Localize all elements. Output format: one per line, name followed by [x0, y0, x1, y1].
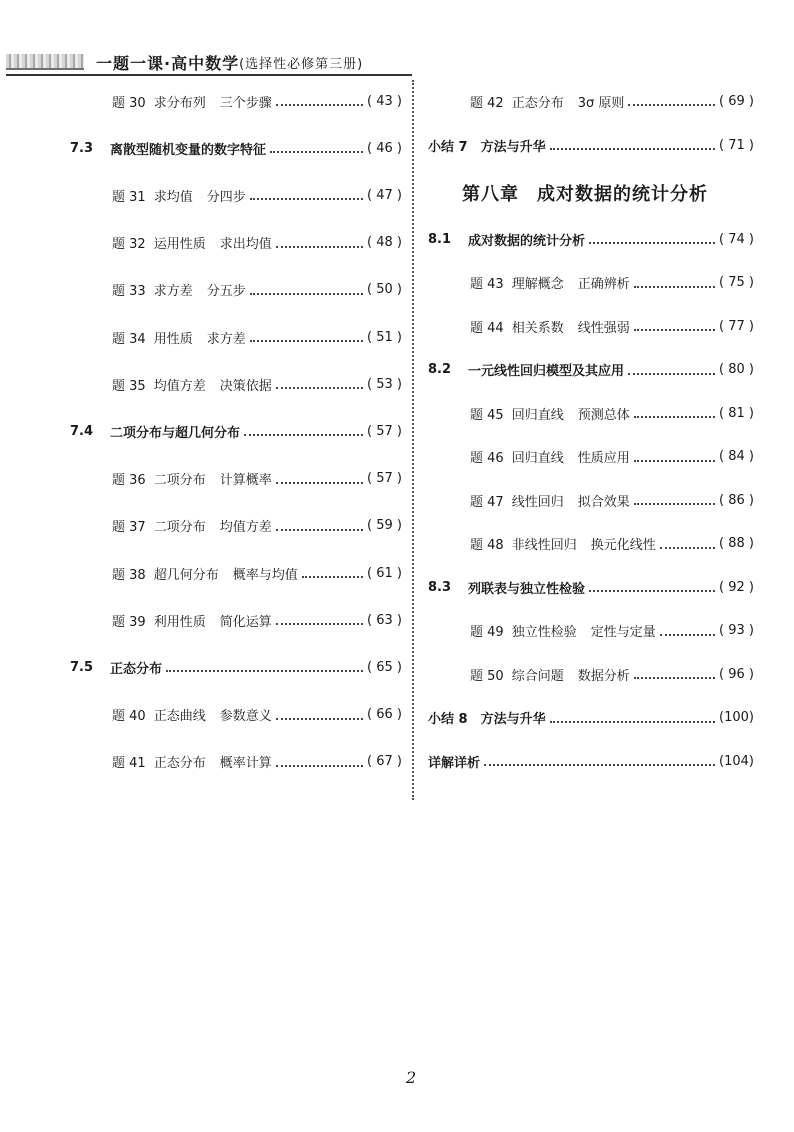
- leader-dots: [276, 521, 363, 531]
- entry-page: ( 69 ): [719, 93, 754, 109]
- entry-number: 题 39: [112, 614, 146, 630]
- toc-entry[interactable]: [70, 610, 402, 630]
- leader-dots: [550, 140, 715, 150]
- entry-page: ( 65 ): [367, 659, 402, 675]
- entry-topic: 二项分布: [153, 520, 206, 536]
- entry-method: 线性强弱: [577, 320, 630, 336]
- leader-dots: [634, 321, 715, 331]
- toc-entry[interactable]: [70, 563, 402, 583]
- entry-number: 题 45: [470, 407, 504, 423]
- section-number: 8.1: [428, 231, 452, 247]
- leader-dots: [634, 408, 715, 418]
- entry-method: 数据分析: [577, 668, 630, 684]
- leader-dots: [660, 539, 715, 549]
- leader-dots: [634, 452, 715, 462]
- entry-topic: 回归直线: [511, 407, 564, 423]
- header-subtitle: (选择性必修第三册): [239, 56, 364, 72]
- entry-page: ( 93 ): [719, 623, 754, 638]
- leader-dots: [660, 626, 715, 636]
- entry-method: 分四步: [206, 189, 246, 205]
- toc-entry[interactable]: [428, 490, 754, 510]
- toc-entry[interactable]: [428, 135, 754, 155]
- section-title: 二项分布与超几何分布: [110, 425, 241, 441]
- entry-method: 正确辨析: [577, 277, 630, 292]
- toc-entry[interactable]: [428, 621, 754, 641]
- section-title: 一元线性回归模型及其应用: [468, 364, 625, 379]
- toc-entry[interactable]: [70, 469, 402, 489]
- toc-entry[interactable]: [428, 577, 754, 597]
- entry-page: ( 61 ): [367, 565, 402, 581]
- entry-number: 题 43: [470, 277, 504, 292]
- entry-topic: 用性质: [153, 331, 193, 347]
- toc-entry[interactable]: [70, 421, 402, 441]
- entry-page: ( 92 ): [719, 579, 754, 595]
- chapter-number: 第八章: [462, 184, 519, 205]
- toc-entry[interactable]: [70, 91, 402, 111]
- leader-dots: [634, 669, 715, 679]
- section-number: 7.3: [70, 140, 94, 156]
- section-title: 列联表与独立性检验: [468, 581, 586, 597]
- entry-topic: 正态分布: [511, 95, 564, 111]
- section-title: 离散型随机变量的数字特征: [110, 142, 267, 158]
- entry-page: ( 50 ): [367, 282, 402, 298]
- leader-dots: [244, 426, 363, 436]
- leader-dots: [628, 365, 715, 375]
- entry-number: 题 49: [470, 625, 504, 640]
- section-title: 成对数据的统计分析: [468, 233, 586, 249]
- page-number: 2: [406, 1068, 417, 1087]
- entry-topic: 正态曲线: [153, 709, 206, 725]
- toc-entry[interactable]: [70, 185, 402, 205]
- entry-topic: 求均值: [153, 189, 193, 205]
- entry-method: 简化运算: [219, 614, 272, 630]
- entry-method: 参数意义: [219, 709, 272, 725]
- toc-entry[interactable]: [428, 316, 754, 336]
- toc-entry[interactable]: [70, 516, 402, 536]
- entry-method: 性质应用: [577, 451, 630, 466]
- entry-page: ( 48 ): [367, 235, 402, 251]
- entry-topic: 运用性质: [153, 237, 206, 253]
- leader-dots: [250, 285, 363, 295]
- entry-page: ( 66 ): [367, 707, 402, 723]
- entry-number: 题 33: [112, 284, 146, 300]
- entry-topic: 线性回归: [511, 494, 564, 510]
- entry-number: 题 30: [112, 95, 146, 111]
- entry-method: 拟合效果: [577, 494, 630, 510]
- section-title: 正态分布: [110, 661, 163, 677]
- entry-page: ( 46 ): [367, 140, 402, 156]
- entry-page: ( 51 ): [367, 329, 402, 345]
- entry-number: 题 48: [470, 538, 504, 553]
- header-rule: [6, 74, 412, 76]
- entry-page: ( 63 ): [367, 612, 402, 628]
- entry-page: ( 71 ): [719, 137, 754, 153]
- toc-entry[interactable]: [70, 657, 402, 677]
- entry-page: ( 59 ): [367, 518, 402, 534]
- entry-method: 换元化线性: [590, 538, 656, 553]
- toc-entry[interactable]: [428, 360, 754, 380]
- leader-dots: [589, 234, 715, 244]
- leader-dots: [276, 615, 363, 625]
- entry-page: ( 80 ): [719, 362, 754, 377]
- entry-topic: 超几何分布: [153, 567, 219, 583]
- entry-page: ( 77 ): [719, 318, 754, 334]
- entry-page: ( 53 ): [367, 376, 402, 392]
- leader-dots: [166, 662, 363, 672]
- entry-page: ( 81 ): [719, 405, 754, 421]
- entry-page: ( 57 ): [367, 423, 402, 439]
- entry-topic: 二项分布: [153, 473, 206, 489]
- toc-entry[interactable]: [428, 664, 754, 684]
- entry-page: ( 43 ): [367, 93, 402, 109]
- summary-title: 小结 8 方法与升华: [428, 712, 546, 727]
- entry-topic: 理解概念: [511, 277, 564, 292]
- series-logo-icon: [6, 54, 84, 70]
- toc-entry[interactable]: [70, 374, 402, 394]
- entry-method: 决策依据: [219, 378, 272, 394]
- toc-entry[interactable]: [428, 273, 754, 293]
- toc-entry[interactable]: [428, 534, 754, 554]
- toc-entry[interactable]: [428, 229, 754, 249]
- chapter-title: 成对数据的统计分析: [537, 184, 708, 205]
- entry-number: 题 34: [112, 331, 146, 347]
- section-number: 8.3: [428, 579, 452, 595]
- entry-method: 求方差: [206, 331, 246, 347]
- entry-page: ( 96 ): [719, 666, 754, 682]
- toc-entry[interactable]: [428, 751, 754, 771]
- entry-number: 题 47: [470, 494, 504, 510]
- summary-title: 详解详析: [428, 755, 481, 771]
- entry-number: 题 35: [112, 378, 146, 394]
- toc-entry[interactable]: [70, 280, 402, 300]
- toc-entry[interactable]: [428, 447, 754, 467]
- entry-number: 题 50: [470, 668, 504, 684]
- toc-entry[interactable]: [428, 91, 754, 111]
- leader-dots: [634, 278, 715, 288]
- entry-page: (100): [719, 710, 754, 725]
- entry-method: 3σ 原则: [577, 95, 625, 111]
- toc-entry[interactable]: [70, 138, 402, 158]
- leader-dots: [634, 495, 715, 505]
- section-number: 8.2: [428, 362, 452, 377]
- entry-number: 题 38: [112, 567, 146, 583]
- entry-method: 均值方差: [219, 520, 272, 536]
- entry-page: ( 57 ): [367, 471, 402, 487]
- entry-page: (104): [719, 753, 754, 769]
- entry-number: 题 44: [470, 320, 504, 336]
- leader-dots: [276, 96, 363, 106]
- entry-page: ( 67 ): [367, 754, 402, 770]
- leader-dots: [276, 474, 363, 484]
- entry-number: 题 46: [470, 451, 504, 466]
- header-title: 一题一课·高中数学: [96, 53, 240, 73]
- entry-topic: 相关系数: [511, 320, 564, 336]
- leader-dots: [250, 332, 363, 342]
- entry-topic: 均值方差: [153, 378, 206, 394]
- entry-number: 题 36: [112, 473, 146, 489]
- leader-dots: [276, 757, 363, 767]
- entry-page: ( 47 ): [367, 187, 402, 203]
- entry-page: ( 84 ): [719, 449, 754, 464]
- toc-entry[interactable]: [70, 327, 402, 347]
- entry-number: 题 37: [112, 520, 146, 536]
- entry-method: 求出均值: [219, 237, 272, 253]
- entry-number: 题 31: [112, 189, 146, 205]
- summary-title: 小结 7 方法与升华: [428, 139, 546, 155]
- leader-dots: [628, 96, 715, 106]
- entry-method: 概率计算: [219, 756, 272, 772]
- entry-topic: 独立性检验: [511, 625, 577, 640]
- entry-topic: 利用性质: [153, 614, 206, 630]
- column-divider: [412, 80, 414, 800]
- entry-topic: 非线性回归: [511, 538, 577, 553]
- entry-method: 预测总体: [577, 407, 630, 423]
- entry-number: 题 42: [470, 95, 504, 111]
- toc-entry[interactable]: [70, 752, 402, 772]
- toc-entry[interactable]: [70, 233, 402, 253]
- leader-dots: [250, 190, 363, 200]
- entry-page: ( 75 ): [719, 275, 754, 290]
- leader-dots: [484, 756, 715, 766]
- entry-topic: 求分布列: [153, 95, 206, 111]
- section-number: 7.4: [70, 423, 94, 439]
- entry-number: 题 41: [112, 756, 146, 772]
- entry-method: 计算概率: [219, 473, 272, 489]
- entry-topic: 求方差: [153, 284, 193, 300]
- leader-dots: [589, 582, 715, 592]
- entry-method: 分五步: [206, 284, 246, 300]
- entry-page: ( 88 ): [719, 536, 754, 551]
- entry-topic: 回归直线: [511, 451, 564, 466]
- toc-entry[interactable]: [428, 403, 754, 423]
- entry-page: ( 74 ): [719, 231, 754, 247]
- entry-number: 题 40: [112, 709, 146, 725]
- leader-dots: [550, 713, 715, 723]
- entry-number: 题 32: [112, 237, 146, 253]
- leader-dots: [302, 568, 363, 578]
- entry-topic: 正态分布: [153, 756, 206, 772]
- leader-dots: [276, 238, 363, 248]
- leader-dots: [270, 143, 363, 153]
- entry-page: ( 86 ): [719, 492, 754, 508]
- entry-topic: 综合问题: [511, 668, 564, 684]
- toc-entry[interactable]: [428, 708, 754, 728]
- entry-method: 定性与定量: [590, 625, 656, 640]
- entry-method: 三个步骤: [219, 95, 272, 111]
- entry-method: 概率与均值: [232, 567, 298, 583]
- toc-entry[interactable]: [70, 705, 402, 725]
- leader-dots: [276, 710, 363, 720]
- chapter-heading: [462, 180, 762, 206]
- section-number: 7.5: [70, 659, 94, 675]
- leader-dots: [276, 379, 363, 389]
- running-header: [6, 50, 426, 74]
